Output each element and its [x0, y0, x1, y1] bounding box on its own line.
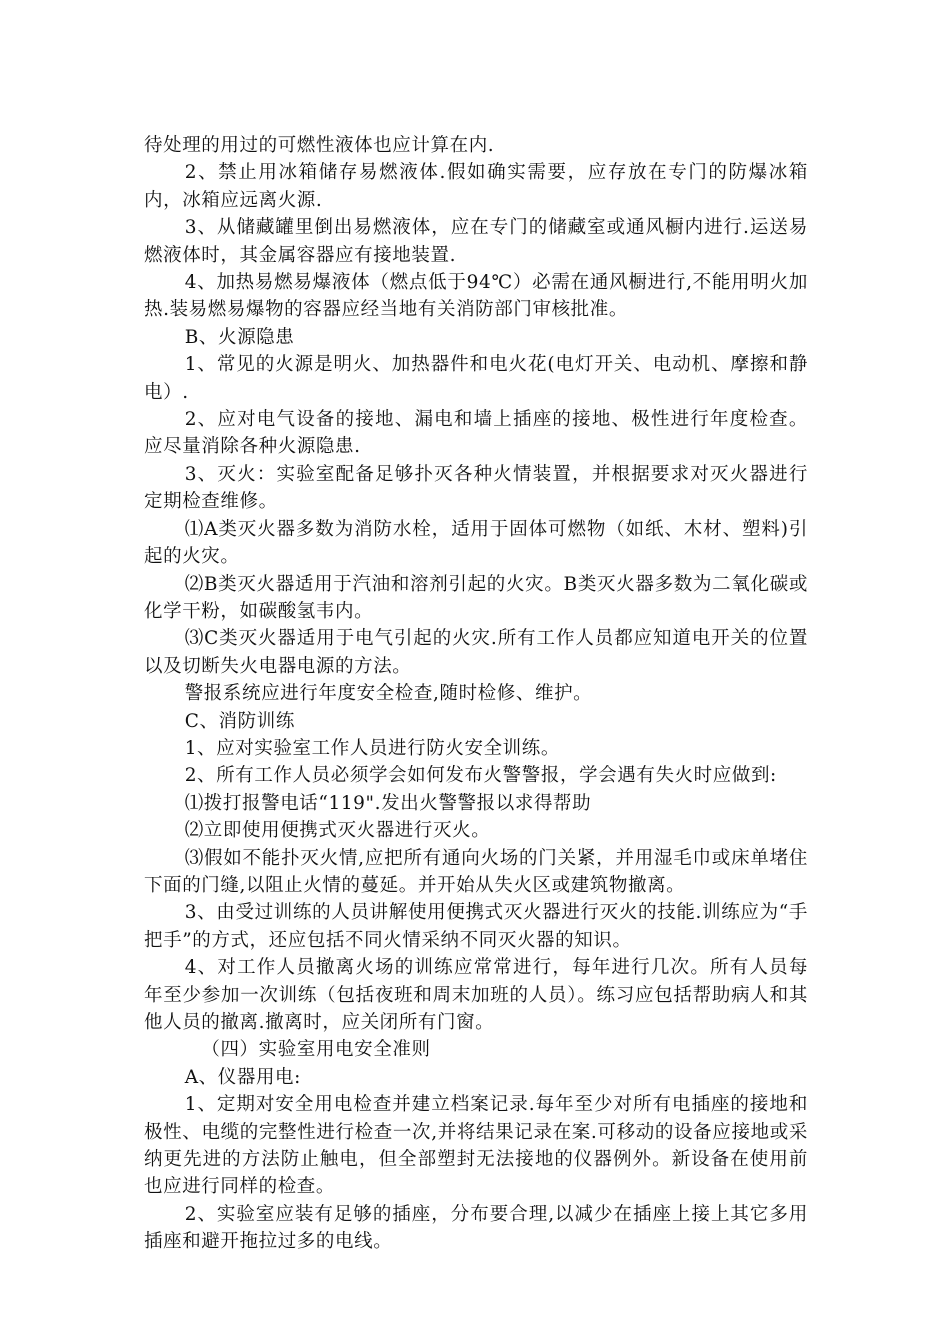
paragraph: 2、禁止用冰箱储存易燃液体.假如确实需要，应存放在专门的防爆冰箱内，冰箱应远离火源. [144, 162, 808, 211]
paragraph: 2、应对电气设备的接地、漏电和墙上插座的接地、极性进行年度检查。应尽量消除各种火源隐患. [144, 409, 808, 458]
paragraph: 4、对工作人员撤离火场的训练应常常进行，每年进行几次。所有人员每年至少参加一次训练（包括夜班和周末加班的人员）。练习应包括帮助病人和其他人员的撤离.撤离时，应关闭所有门窗。 [144, 957, 808, 1033]
paragraph: 4、加热易燃易爆液体（燃点低于94℃）必需在通风橱进行,不能用明火加热.装易燃易爆物的容器应经当地有关消防部门审核批准。 [144, 272, 808, 321]
subheading-fire-training: C、消防训练 [184, 710, 295, 732]
paragraph: 2、所有工作人员必须学会如何发布火警警报，学会遇有失火时应做到: [184, 765, 777, 787]
paragraph: 1、定期对安全用电检查并建立档案记录.每年至少对所有电插座的接地和极性、电缆的完整性进行检查一次,并将结果记录在案.可移动的设备应接地或采纳更先进的方法防止触电，但全部塑封无法接地的仪器例外。新设备在使用前也应进行同样的检查。 [144, 1094, 808, 1198]
document-body [144, 132, 808, 1256]
paragraph: 待处理的用过的可燃性液体也应计算在内. [144, 135, 495, 156]
paragraph: 1、常见的火源是明火、加热器件和电火花(电灯开关、电动机、摩擦和静电）. [144, 354, 808, 403]
paragraph: 3、从储藏罐里倒出易燃液体，应在专门的储藏室或通风橱内进行.运送易燃液体时，其金属容器应有接地装置. [144, 217, 808, 266]
paragraph: 2、实验室应装有足够的插座，分布要合理,以减少在插座上接上其它多用插座和避开拖拉过多的电线。 [144, 1203, 808, 1253]
paragraph: 3、由受过训练的人员讲解使用便携式灭火器进行灭火的技能.训练应为“手把手”的方式，还应包括不同火情采纳不同灭火器的知识。 [144, 902, 808, 951]
subheading-fire-source: B、火源隐患 [184, 326, 295, 348]
paragraph: 1、应对实验室工作人员进行防火安全训练。 [184, 737, 560, 759]
paragraph: ⑶假如不能扑灭火情,应把所有通向火场的门关紧，并用湿毛巾或床单堵住下面的门缝,以阻止火情的蔓延。并开始从失火区或建筑物撤离。 [144, 847, 808, 896]
paragraph: ⑶C类灭火器适用于电气引起的火灾.所有工作人员都应知道电开关的位置以及切断失火电器电源的方法。 [144, 628, 808, 677]
paragraph: ⑴拨打报警电话“119".发出火警警报以求得帮助 [184, 792, 592, 814]
section-heading-electrical-safety: （四）实验室用电安全准则 [201, 1039, 431, 1061]
paragraph: ⑵B类灭火器适用于汽油和溶剂引起的火灾。B类灭火器多数为二氧化碳或化学干粉，如碳酸氢韦内。 [144, 573, 808, 622]
paragraph: 3、灭火：实验室配备足够扑灭各种火情装置，并根据要求对灭火器进行定期检查维修。 [144, 463, 808, 513]
subheading-instrument-power: A、仪器用电: [184, 1066, 301, 1088]
paragraph: 警报系统应进行年度安全检查,随时检修、维护。 [184, 683, 593, 705]
paragraph: ⑴A类灭火器多数为消防水栓，适用于固体可燃物（如纸、木材、塑料)引起的火灾。 [144, 518, 808, 568]
paragraph: ⑵立即使用便携式灭火器进行灭火。 [184, 820, 491, 842]
